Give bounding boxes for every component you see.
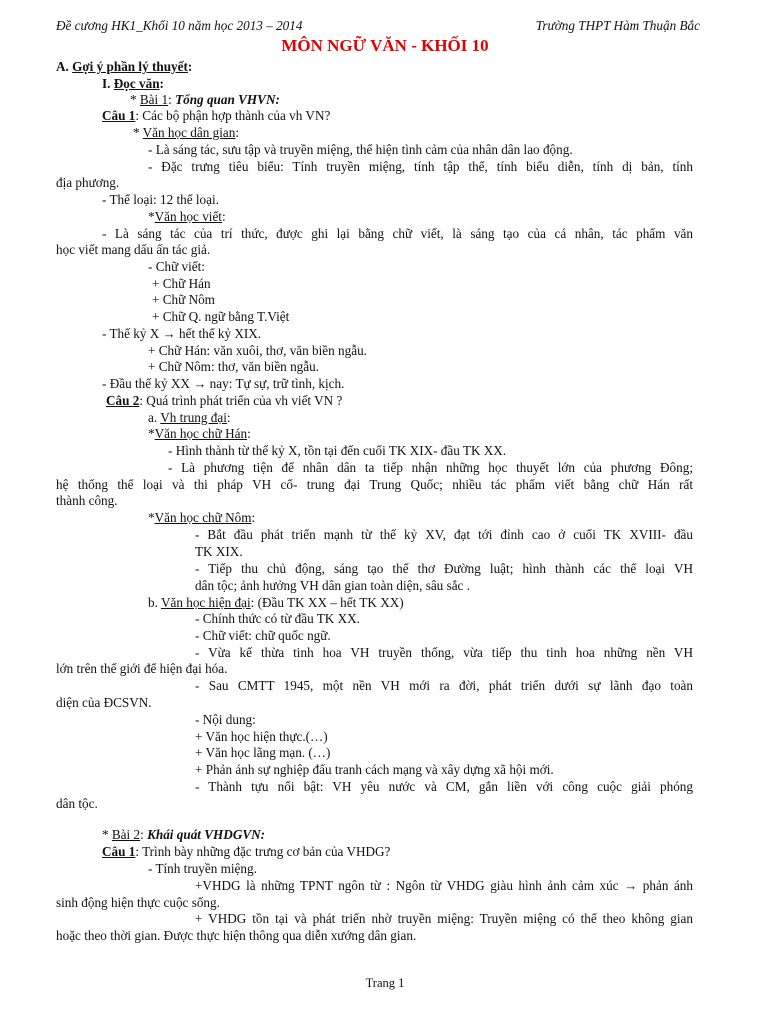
subsection-heading: I. Đọc văn: [102, 76, 164, 91]
question-line: Câu 1: Trình bày những đặc trưng cơ bản của VHDG? [102, 844, 391, 859]
text-line: thành công. [56, 493, 118, 508]
lesson-heading: * Bài 2: Khái quát VHDGVN: [102, 827, 266, 842]
text-line: hoặc theo thời gian. Được thực hiện thông qua diễn xướng dân gian. [56, 928, 417, 943]
header-right: Trường THPT Hàm Thuận Bắc [535, 18, 700, 33]
header-left: Đề cương HK1_Khối 10 năm học 2013 – 2014 [56, 18, 303, 33]
text-line: - Chữ viết: chữ quốc ngữ. [195, 628, 331, 643]
text-line: dân tộc. [56, 796, 98, 811]
text-line: + Chữ Nôm [152, 292, 215, 307]
text-line: - Nội dung: [195, 712, 256, 727]
text-line: + VHDG tồn tại và phát triển nhờ truyền miệng: Truyền miệng có thể theo không gian [195, 911, 693, 926]
text-line: +VHDG là những TPNT ngôn từ : Ngôn từ VHDG giàu hình ảnh cảm xúc → phản ánh [195, 878, 693, 893]
text-line: - Vừa kế thừa tinh hoa VH truyền thống, vừa tiếp thu tinh hoa những nền VH [195, 645, 693, 660]
text-line: học viết mang dấu ấn tác giả. [56, 242, 211, 257]
text-line: + Chữ Hán: văn xuôi, thơ, văn biền ngẫu. [148, 343, 367, 358]
text-line: *Văn học chữ Hán: [148, 426, 251, 441]
section-heading: A. Gợi ý phần lý thuyết: [56, 59, 193, 74]
text-line: lớn trên thế giới để hiện đại hóa. [56, 661, 228, 676]
text-line: - Chữ viết: [148, 259, 205, 274]
lesson-heading: * Bài 1: Tổng quan VHVN: [130, 92, 280, 107]
text-line: *Văn học viết: [148, 209, 226, 224]
text-line: b. Văn học hiện đại: (Đầu TK XX – hết TK XX) [148, 595, 404, 610]
text-line: *Văn học chữ Nôm: [148, 510, 256, 525]
text-line: - Bắt đầu phát triển mạnh từ thế kỷ XV, đạt tới đỉnh cao ở cuối TK XVIII- đầu [195, 527, 693, 542]
text-line: - Đầu thế kỷ XX → nay: Tự sự, trữ tình, kịch. [102, 376, 345, 391]
text-line: - Là sáng tác, sưu tập và truyền miệng, thể hiện tình cảm của nhân dân lao động. [148, 142, 573, 157]
text-line: - Đặc trưng tiêu biểu: Tính truyền miệng, tính tập thể, tính biểu diễn, tính dị bản, tính [148, 159, 693, 174]
question-line: Câu 2: Quá trình phát triển của vh viết VN ? [106, 393, 343, 408]
text-line: - Sau CMTT 1945, một nền VH mới ra đời, phát triển dưới sự lãnh đạo toàn [195, 678, 693, 693]
text-line: - Tiếp thu chủ động, sáng tạo thể thơ Đường luật; hình thành các thể loại VH [195, 561, 693, 576]
text-line: diện của ĐCSVN. [56, 695, 152, 710]
question-line: Câu 1: Các bộ phận hợp thành của vh VN? [102, 108, 331, 123]
text-line: - Thể loại: 12 thể loại. [102, 192, 219, 207]
text-line: TK XIX. [195, 544, 243, 559]
document-title: MÔN NGỮ VĂN - KHỐI 10 [281, 36, 489, 55]
text-line: dân tộc; ảnh hưởng VH dân gian toàn diện, sâu sắc . [195, 578, 470, 593]
text-line: + Văn học lãng mạn. (…) [195, 745, 331, 760]
text-line: - Hình thành từ thế kỷ X, tồn tại đến cuối TK XIX- đầu TK XX. [168, 443, 507, 458]
text-line: + Chữ Nôm: thơ, văn biền ngẫu. [148, 359, 319, 374]
text-line: + Phản ánh sự nghiệp đấu tranh cách mạng và xây dựng xã hội mới. [195, 762, 554, 777]
text-line: + Văn học hiện thực.(…) [195, 729, 328, 744]
text-line: - Thành tựu nổi bật: VH yêu nước và CM, gắn liền với công cuộc giải phóng [195, 779, 693, 794]
text-line: - Thế kỷ X → hết thế kỷ XIX. [102, 326, 262, 341]
text-line: - Tính truyền miệng. [148, 861, 257, 876]
text-line: sinh động hiện thực cuộc sống. [56, 895, 220, 910]
text-line: a. Vh trung đại: [148, 410, 231, 425]
text-line: - Là sáng tác của trí thức, được ghi lại bằng chữ viết, là sáng tạo của cá nhân, tác phẩm văn [102, 226, 693, 241]
text-line: + Chữ Hán [152, 276, 211, 291]
text-line: - Là phương tiện để nhân dân ta tiếp nhận những học thuyết lớn của phương Đông; [168, 460, 693, 475]
text-line: hệ thống thể loại và thi pháp VH cổ- trung đại Trung Quốc; nhiều tác phẩm viết bằng chữ Hán rất [56, 477, 693, 492]
text-line: + Chữ Q. ngữ bằng T.Việt [152, 309, 290, 324]
text-line: địa phương. [56, 175, 120, 190]
text-line: * Văn học dân gian: [133, 125, 239, 140]
text-line: - Chính thức có từ đầu TK XX. [195, 611, 360, 626]
page-number: Trang 1 [365, 976, 405, 990]
